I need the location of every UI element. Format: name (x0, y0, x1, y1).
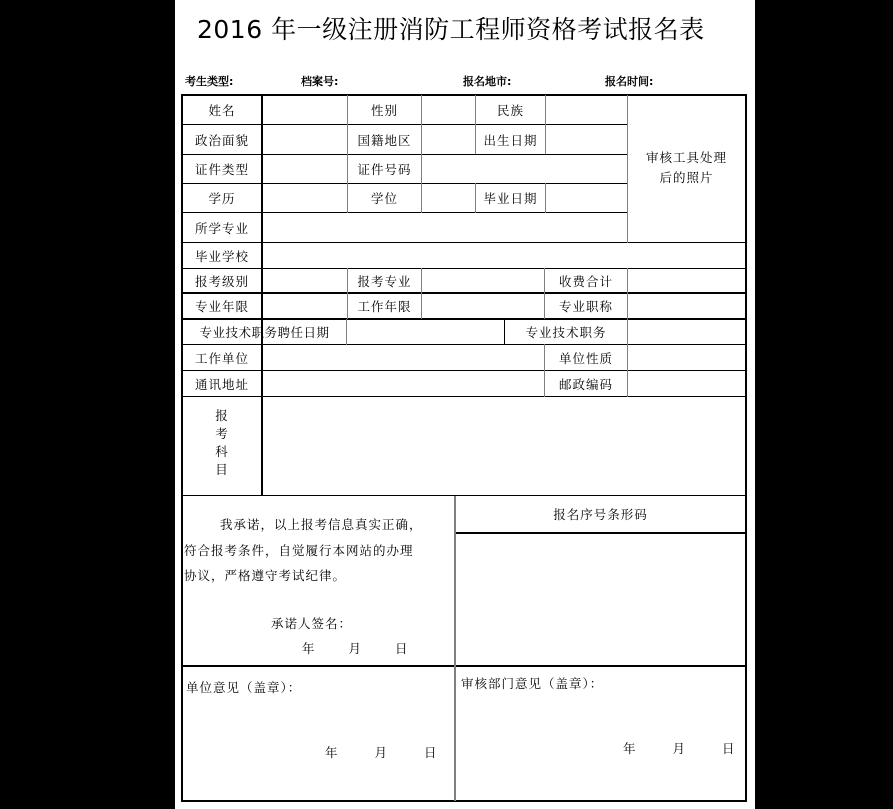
tech-post-field[interactable] (628, 320, 745, 344)
region-field[interactable] (422, 125, 475, 154)
unit-opinion-area[interactable] (183, 667, 454, 800)
employer-field[interactable] (263, 345, 544, 370)
registration-form-page (175, 0, 755, 809)
review-opinion-label: 审核部门意见（盖章）： (461, 676, 604, 691)
photo-caption-line1: 审核工具处理 (645, 150, 727, 165)
unit-opinion-date: 年 月 日 (325, 745, 441, 760)
years-work-field[interactable] (422, 294, 544, 318)
id-no-field[interactable] (422, 155, 627, 183)
level-field[interactable] (263, 269, 347, 292)
review-opinion-area[interactable] (456, 690, 745, 800)
subjects-char: 科 (215, 444, 229, 459)
photo-placeholder[interactable] (628, 96, 745, 242)
subjects-field[interactable] (263, 397, 745, 495)
school-field[interactable] (263, 243, 745, 268)
id-type-field[interactable] (263, 155, 347, 183)
birth-field[interactable] (546, 125, 627, 154)
political-field[interactable] (263, 125, 347, 154)
file-no-label: 档案号: (301, 75, 339, 88)
title-rank-field[interactable] (628, 294, 745, 318)
label-appoint-date: 专业技术职务聘任日期 (199, 325, 330, 340)
major-field[interactable] (263, 213, 627, 242)
unit-opinion-label: 单位意见（盖章）： (186, 680, 302, 695)
label-apply-major: 报考专业 (357, 273, 412, 289)
gender-field[interactable] (422, 96, 475, 124)
review-opinion-date: 年 月 日 (623, 741, 739, 756)
employer-type-field[interactable] (628, 345, 745, 370)
photo-caption-line2: 后的照片 (659, 170, 714, 185)
subjects-char: 考 (215, 426, 229, 441)
pledge-line-1: 我承诺，以上报考信息真实正确， (220, 517, 423, 532)
education-field[interactable] (263, 184, 347, 212)
apply-major-field[interactable] (422, 269, 544, 292)
label-name: 姓名 (208, 103, 236, 118)
label-ethnicity: 民族 (496, 103, 524, 118)
degree-field[interactable] (422, 184, 475, 212)
label-fee: 收费合计 (558, 273, 613, 289)
table-border-right (745, 94, 747, 802)
label-birth: 出生日期 (483, 132, 538, 148)
table-border-bottom (181, 800, 747, 802)
label-school: 毕业学校 (194, 248, 249, 264)
label-gender: 性别 (370, 103, 398, 118)
years-major-field[interactable] (263, 294, 347, 318)
label-major: 所学专业 (194, 220, 249, 236)
postcode-field[interactable] (628, 371, 745, 396)
ethnicity-field[interactable] (546, 96, 627, 124)
label-subjects (183, 407, 261, 487)
label-degree: 学位 (370, 191, 398, 206)
label-barcode: 报名序号条形码 (553, 507, 648, 522)
label-education: 学历 (208, 191, 236, 206)
label-political: 政治面貌 (194, 132, 249, 148)
pledge-signature-label: 承诺人签名： (271, 616, 353, 631)
name-field[interactable] (263, 96, 347, 124)
label-postcode: 邮政编码 (558, 376, 613, 392)
city-label: 报名地市: (463, 75, 512, 88)
label-title-rank: 专业职称 (558, 299, 613, 314)
label-tech-post: 专业技术职务 (525, 325, 607, 340)
label-years-work: 工作年限 (357, 299, 412, 314)
label-address: 通讯地址 (194, 376, 249, 392)
subjects-char: 目 (215, 462, 229, 477)
label-region: 国籍地区 (357, 132, 412, 148)
label-id-type: 证件类型 (194, 162, 249, 177)
address-field[interactable] (263, 371, 544, 396)
label-employer: 工作单位 (194, 350, 249, 366)
label-employer-type: 单位性质 (558, 350, 613, 366)
subjects-char: 报 (215, 408, 229, 423)
pledge-line-3: 协议，严格遵守考试纪律。 (184, 568, 347, 583)
grad-date-field[interactable] (546, 184, 627, 212)
pledge-date: 年 月 日 (302, 641, 411, 656)
label-id-no: 证件号码 (357, 162, 412, 177)
barcode-area (456, 534, 745, 665)
appoint-date-field[interactable] (347, 320, 504, 344)
label-grad-date: 毕业日期 (483, 191, 538, 206)
time-label: 报名时间: (605, 75, 654, 88)
form-title: 2016 年一级注册消防工程师资格考试报名表 (197, 15, 705, 44)
pledge-line-2: 符合报考条件，自觉履行本网站的办理 (184, 543, 414, 558)
candidate-type-label: 考生类型: (185, 75, 234, 88)
fee-field[interactable] (628, 269, 745, 292)
label-years-major: 专业年限 (194, 299, 249, 314)
label-level: 报考级别 (194, 273, 249, 289)
